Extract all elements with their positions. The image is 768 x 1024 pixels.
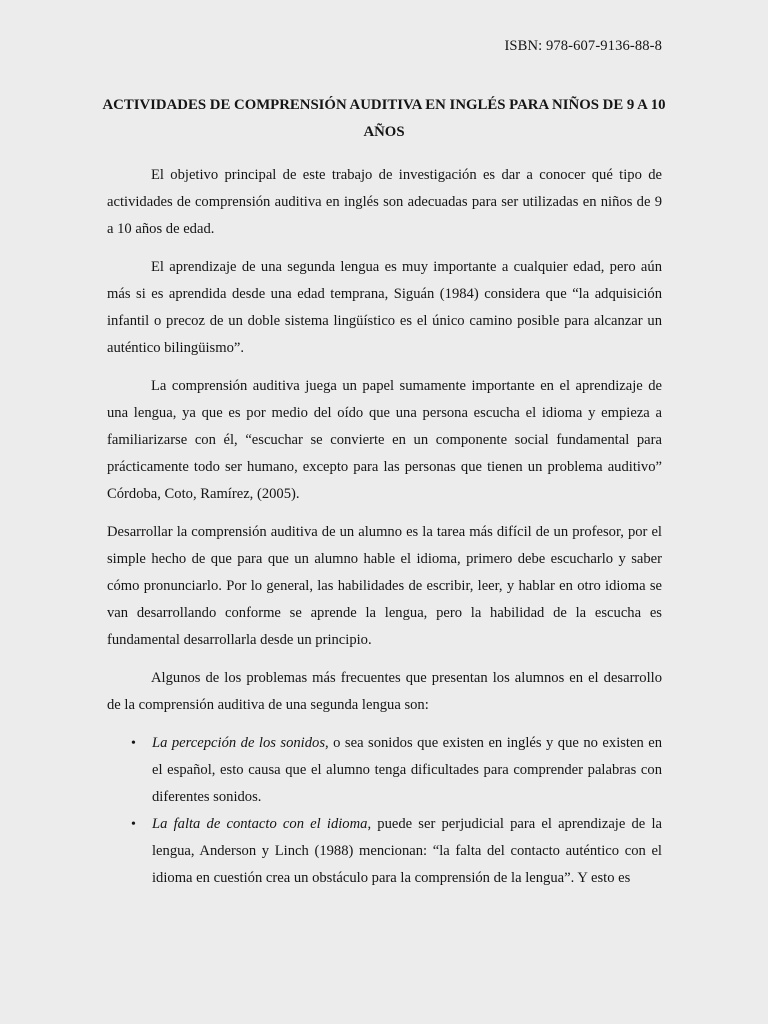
paragraph-listening-role: La comprensión auditiva juega un papel sumamente importante en el aprendizaje de una lengua, ya que es por medio del oído que una persona escucha el idioma y empieza a familiarizarse con él, “escuchar se convierte en un componente social fundamental para prácticamente todo ser humano, excepto para las personas que tienen un problema auditivo” Córdoba, Coto, Ramírez, (2005). [107,378,662,502]
paragraph-teacher-task: Desarrollar la comprensión auditiva de un alumno es la tarea más difícil de un profesor, por el simple hecho de que para que un alumno hable el idioma, primero debe escucharlo y saber cómo pronunciarlo. Por lo general, las habilidades de escribir, leer, y hablar en otro idioma se van desarrollando conforme se aprende la lengua, pero la habilidad de la escucha es fundamental desarrollarla desde un principio. [107,524,662,648]
document-body [107,162,662,892]
isbn-header: ISBN: 978-607-9136-88-8 [504,38,662,54]
paragraph-second-language: El aprendizaje de una segunda lengua es muy importante a cualquier edad, pero aún más si es aprendida desde una edad temprana, Siguán (1984) considera que “la adquisición infantil o precoz de un doble sistema lingüístico es el único camino posible para alcanzar un auténtico bilingüismo”. [107,259,662,356]
bullet-icon: • [131,736,136,751]
bullet-term: La falta de contacto con el idioma [152,816,368,832]
document-title: ACTIVIDADES DE COMPRENSIÓN AUDITIVA EN INGLÉS PARA NIÑOS DE 9 A 10 AÑOS [102,97,666,140]
bullet-term: La percepción de los sonidos [152,735,326,751]
problems-list [107,730,662,892]
paragraph-problems-intro: Algunos de los problemas más frecuentes que presentan los alumnos en el desarrollo de la comprensión auditiva de una segunda lengua son: [107,670,662,713]
bullet-icon: • [131,817,136,832]
list-item [107,730,662,811]
paragraph-objective: El objetivo principal de este trabajo de investigación es dar a conocer qué tipo de actividades de comprensión auditiva en inglés son adecuadas para ser utilizadas en niños de 9 a 10 años de edad. [107,167,662,237]
bullet-text: , puede ser perjudicial para el aprendizaje de la lengua, Anderson y Linch (1988) mencionan: “la falta del contacto auténtico con el idioma en cuestión crea un obstáculo para la comprensión de la lengua”. Y esto es [152,816,663,886]
list-item [107,811,662,892]
bullet-text: , o sea sonidos que existen en inglés y que no existen en el español, esto causa que el alumno tenga dificultades para comprender palabras con diferentes sonidos. [152,735,663,805]
